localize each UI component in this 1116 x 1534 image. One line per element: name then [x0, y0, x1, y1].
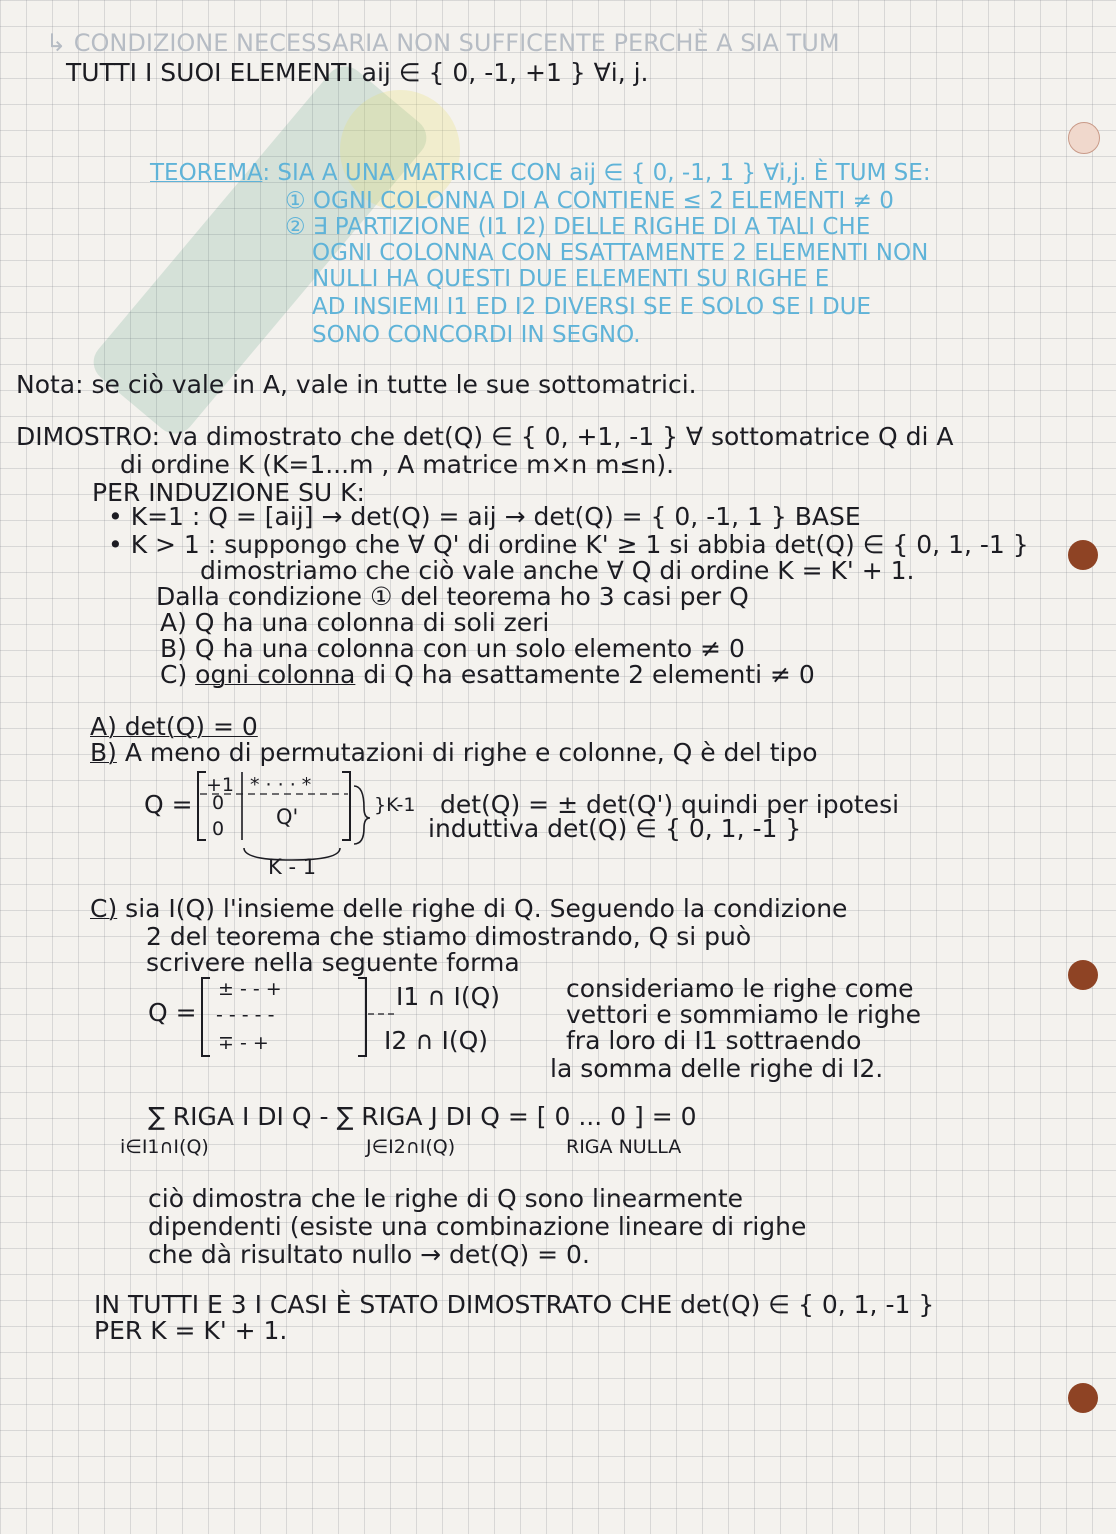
section-c-note-1: consideriamo le righe come — [566, 974, 914, 1003]
induction-step-2: dimostriamo che ciò vale anche ∀ Q di ordine K = K' + 1. — [200, 556, 915, 585]
theorem-condition-2e: SONO CONCORDI IN SEGNO. — [312, 322, 641, 348]
case-c — [160, 660, 815, 690]
theorem-condition-2d: AD INSIEMI I1 ED I2 DIVERSI SE E SOLO SE I DUE — [312, 294, 872, 320]
section-b-label: B) — [90, 738, 117, 767]
final-line-2: PER K = K' + 1. — [94, 1316, 288, 1345]
section-c-conclusion-3: che dà risultato nullo → det(Q) = 0. — [148, 1240, 590, 1269]
section-c-line-2: 2 del teorema che stiamo dimostrando, Q si può — [146, 922, 752, 951]
case-c-label: C) — [160, 660, 188, 689]
section-c-text-1: sia I(Q) l'insieme delle righe di Q. Seguendo la condizione — [117, 894, 848, 923]
sum-subscript-2: J∈I2∩I(Q) — [366, 1136, 456, 1158]
section-c-note-2: vettori e sommiamo le righe — [566, 1000, 922, 1029]
theorem-title: TEOREMA — [150, 160, 263, 186]
matrix-b-stars: * · · · * — [250, 774, 312, 796]
final-line-1: IN TUTTI E 3 I CASI È STATO DIMOSTRATO CHE det(Q) ∈ { 0, 1, -1 } — [94, 1290, 935, 1319]
proof-line-2: di ordine K (K=1...m , A matrice m×n m≤n). — [120, 450, 675, 479]
header-line-2: TUTTI I SUOI ELEMENTI aij ∈ { 0, -1, +1 } ∀i, j. — [66, 58, 649, 87]
matrix-b-zero-bottom: 0 — [212, 818, 225, 840]
binder-hole-3 — [1068, 960, 1098, 990]
section-a: A) det(Q) = 0 — [90, 712, 258, 741]
case-c-rest: di Q ha esattamente 2 elementi ≠ 0 — [363, 660, 815, 689]
nota-line: Nota: se ciò vale in A, vale in tutte le sue sottomatrici. — [16, 370, 697, 399]
matrix-c-set-2: I2 ∩ I(Q) — [384, 1026, 489, 1055]
theorem-condition-2a: ② ∃ PARTIZIONE (I1 I2) DELLE RIGHE DI A TALI CHE — [285, 214, 871, 240]
theorem-line-1 — [150, 158, 931, 188]
theorem-condition-2c: NULLI HA QUESTI DUE ELEMENTI SU RIGHE E — [312, 266, 830, 292]
section-b-line — [90, 738, 818, 768]
theorem-statement: : SIA A UNA MATRICE CON aij ∈ { 0, -1, 1 } ∀i,j. È TUM SE: — [262, 160, 931, 186]
null-row-label: RIGA NULLA — [566, 1136, 682, 1158]
section-c-conclusion-1: ciò dimostra che le righe di Q sono linearmente — [148, 1184, 744, 1213]
induction-step-1: • K > 1 : suppongo che ∀ Q' di ordine K' ≥ 1 si abbia det(Q) ∈ { 0, 1, -1 } — [108, 530, 1029, 559]
matrix-b-width-label: K - 1 — [268, 855, 317, 879]
section-b-result-1: det(Q) = ± det(Q') quindi per ipotesi — [440, 790, 900, 819]
matrix-b-plus1: +1 — [206, 774, 235, 796]
header-line-1: ↳ CONDIZIONE NECESSARIA NON SUFFICENTE PERCHÈ A SIA TUM — [46, 29, 840, 57]
matrix-b-height-label: }K-1 — [374, 794, 416, 816]
binder-hole-1 — [1068, 122, 1100, 154]
matrix-b-qprime: Q' — [276, 805, 299, 829]
proof-line-1: DIMOSTRO: va dimostrato che det(Q) ∈ { 0, +1, -1 } ∀ sottomatrice Q di A — [16, 422, 954, 451]
cases-intro: Dalla condizione ① del teorema ho 3 casi per Q — [156, 582, 749, 611]
matrix-c-row-1: ± - - + — [218, 978, 282, 1000]
sum-subscript-1: i∈I1∩I(Q) — [120, 1136, 209, 1158]
section-b-result-2: induttiva det(Q) ∈ { 0, 1, -1 } — [428, 814, 802, 843]
section-c-conclusion-2: dipendenti (esiste una combinazione lineare di righe — [148, 1212, 807, 1241]
matrix-b-lhs: Q = — [144, 790, 193, 819]
induction-base: • K=1 : Q = [aij] → det(Q) = aij → det(Q) = { 0, -1, 1 } BASE — [108, 502, 861, 531]
binder-hole-4 — [1068, 1383, 1098, 1413]
case-b: B) Q ha una colonna con un solo elemento ≠ 0 — [160, 634, 745, 663]
induction-heading: PER INDUZIONE SU K: — [92, 478, 365, 507]
case-c-underlined: ogni colonna — [195, 660, 356, 689]
section-c-line-3: scrivere nella seguente forma — [146, 948, 520, 977]
matrix-c-set-1: I1 ∩ I(Q) — [396, 982, 501, 1011]
theorem-condition-2b: OGNI COLONNA CON ESATTAMENTE 2 ELEMENTI NON — [312, 240, 929, 266]
binder-hole-2 — [1068, 540, 1098, 570]
matrix-c-row-3: ∓ - + — [218, 1032, 269, 1054]
section-c-note-4: la somma delle righe di I2. — [550, 1054, 884, 1083]
section-b-text: A meno di permutazioni di righe e colonne, Q è del tipo — [116, 738, 818, 767]
section-c-note-3: fra loro di I1 sottraendo — [566, 1026, 862, 1055]
matrix-b-zero-top: 0 — [212, 792, 225, 814]
matrix-c-lhs: Q = — [148, 998, 197, 1027]
row-sum-equation: ∑ RIGA I DI Q - ∑ RIGA J DI Q = [ 0 ... 0 ] = 0 — [148, 1102, 697, 1131]
matrix-c-row-2: - - - - - — [216, 1004, 275, 1026]
section-c-line-1 — [90, 894, 847, 924]
section-c-label: C) — [90, 894, 118, 923]
case-a: A) Q ha una colonna di soli zeri — [160, 608, 550, 637]
theorem-condition-1: ① OGNI COLONNA DI A CONTIENE ≤ 2 ELEMENTI ≠ 0 — [285, 188, 894, 214]
